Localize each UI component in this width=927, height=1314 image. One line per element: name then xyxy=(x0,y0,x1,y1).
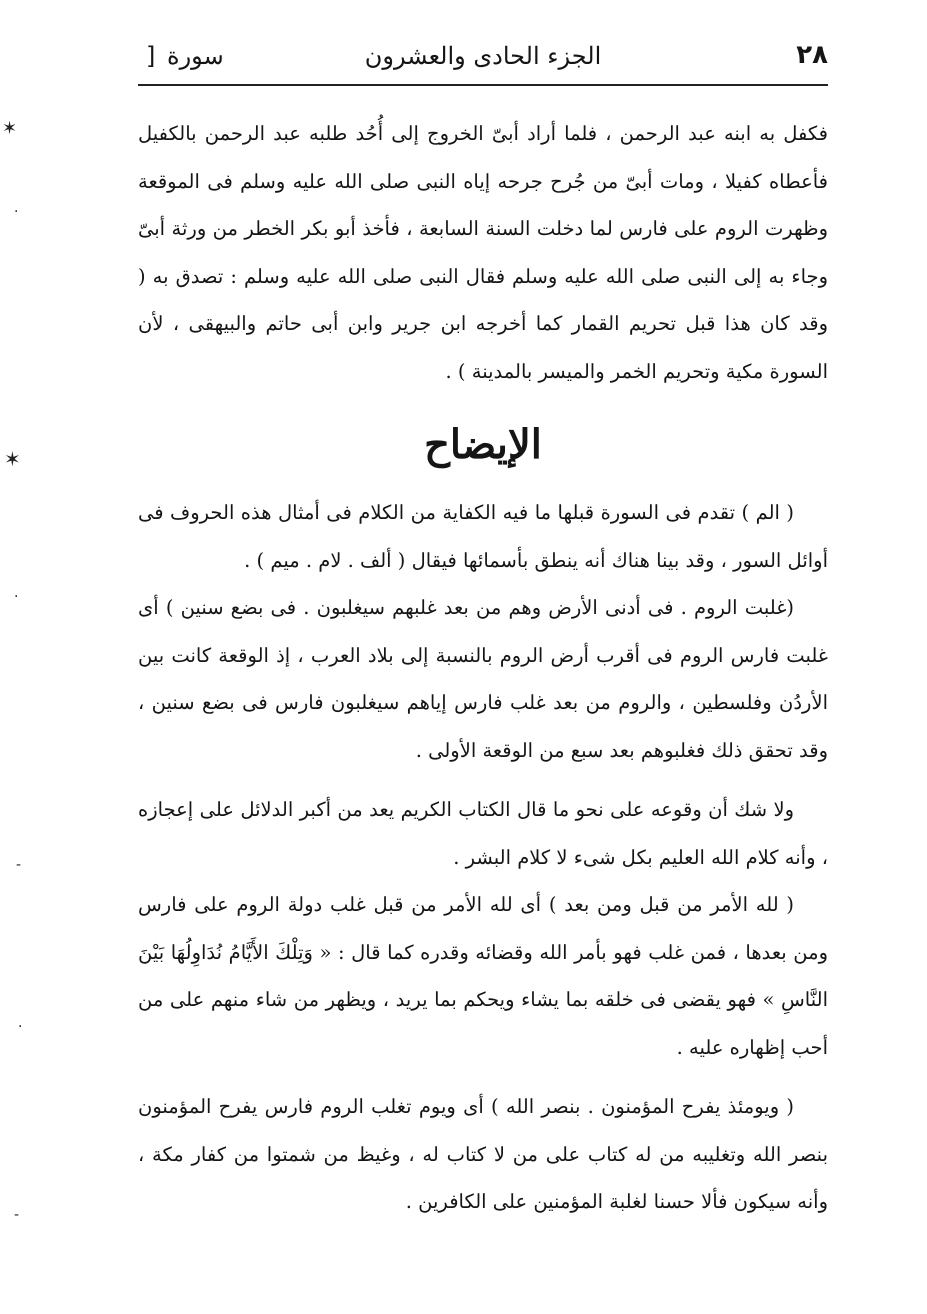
header-rule xyxy=(138,84,828,86)
margin-dot-mark: · xyxy=(14,204,19,220)
page-number: ٢٨ xyxy=(796,40,828,70)
margin-star-mark: ✶ xyxy=(2,118,18,139)
paragraph-miracle: ولا شك أن وقوعه على نحو ما قال الكتاب الكريم يعد من أكبر الدلائل على إعجازه ، وأنه كلام الله العليم بكل شىء لا كلام البشر . xyxy=(138,798,828,869)
paragraph-alif-lam-mim: ( الم ) تقدم فى السورة قبلها ما فيه الكفاية من الكلام فى أمثال هذه الحروف فى أوائل السور ، وقد بينا هناك أنه ينطق بأسمائها فيقال ( ألف . لام . ميم ) . xyxy=(138,501,828,572)
running-header xyxy=(138,36,828,80)
running-header-title: الجزء الحادى والعشرون xyxy=(364,42,602,70)
margin-star-mark: ✶ xyxy=(4,447,21,471)
body-text xyxy=(138,110,828,1226)
margin-dash-mark: - xyxy=(14,1207,20,1223)
surah-label xyxy=(138,42,224,70)
margin-dash-mark: - xyxy=(16,857,22,873)
paragraph-romans-defeated: (غلبت الروم . فى أدنى الأرض وهم من بعد غلبهم سيغلبون . فى بضع سنين ) أى غلبت فارس الروم فى أقرب أرض الروم بالنسبة إلى بلاد العرب ، إذ الوقعة كانت بين الأردُن وفلسطين ، والروم من بعد غلب فارس إياهم سيغلبون فارس فى بضع سنين ، وقد تحقق ذلك فغلبوهم بعد سبع من الوقعة الأولى . xyxy=(138,596,828,762)
surah-label-text: سورة xyxy=(167,42,224,70)
intro-paragraph: فكفل به ابنه عبد الرحمن ، فلما أراد أبىّ الخروج إلى أُحُد طلبه عبد الرحمن بالكفيل فأعطاه كفيلا ، ومات أبىّ من جُرح جرحه إياه النبى صلى الله عليه وسلم فى الموقعة وظهرت الروم على فارس لما دخلت السنة السابعة ، فأخذ أبو بكر الخطر من ورثة أبىّ وجاء به إلى النبى صلى الله عليه وسلم فقال النبى صلى الله عليه وسلم : تصدق به ( وقد كان هذا قبل تحريم القمار كما أخرجه ابن جرير وابن أبى حاتم والبيهقى ، لأن السورة مكية وتحريم الخمر والميسر بالمدينة ) . xyxy=(138,122,828,383)
section-heading: الإيضاح xyxy=(424,421,542,468)
margin-dot-mark: · xyxy=(14,589,19,605)
paragraph-believers-rejoice: ( ويومئذ يفرح المؤمنون . بنصر الله ) أى ويوم تغلب الروم فارس يفرح المؤمنون بنصر الله وتغليبه من له كتاب على من لا كتاب له ، وغيظ من شمتوا من كفار مكة ، وأنه سيكون فألا حسنا لغلبة المؤمنين على الكافرين . xyxy=(138,1095,828,1213)
margin-dot-mark: · xyxy=(18,1019,23,1035)
surah-bracket: [ xyxy=(146,42,156,70)
paragraph-command-of-allah: ( لله الأمر من قبل ومن بعد ) أى لله الأمر من قبل غلب دولة الروم على فارس ومن بعدها ، فمن غلب فهو بأمر الله وقضائه وقدره كما قال : « وَتِلْكَ الأَيَّامُ نُدَاوِلُهَا بَيْنَ النَّاسِ » فهو يقضى فى خلقه بما يشاء ويحكم بما يريد ، ويظهر من شاء منهم على من أحب إظهاره عليه . xyxy=(138,893,828,1059)
